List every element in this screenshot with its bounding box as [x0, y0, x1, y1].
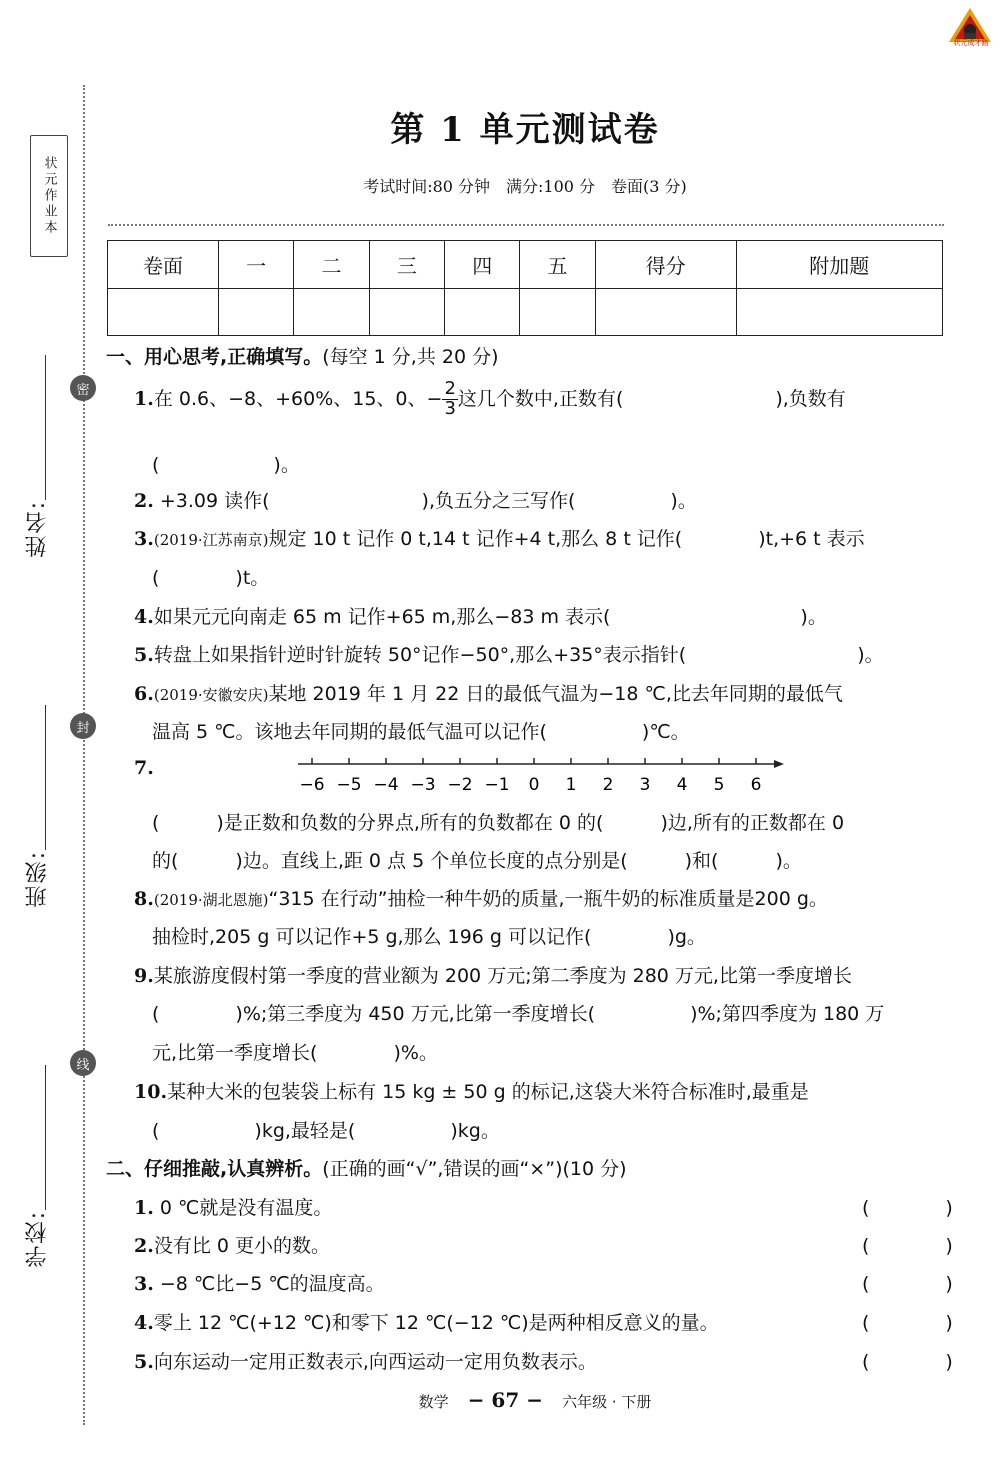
score-table-header-row: [108, 241, 943, 289]
question-number: 2.: [134, 1235, 154, 1257]
question-text: +3.09 读作( ),负五分之三写作( )。: [153, 490, 697, 512]
number-line-label: 0: [528, 775, 540, 795]
question-1: [134, 380, 846, 419]
score-entry-cell[interactable]: [108, 289, 219, 336]
score-entry-cell[interactable]: [595, 289, 736, 336]
number-line-label: −2: [447, 775, 473, 795]
score-header-cell: 得分: [595, 241, 736, 289]
question-9-line-2: ( )%;第三季度为 450 万元,比第一季度增长( )%;第四季度为 180 万: [152, 1003, 885, 1025]
footer-subject: 数学: [418, 1393, 449, 1411]
question-text: 向东运动一定用正数表示,向西运动一定用负数表示。: [153, 1351, 597, 1373]
section-2-heading: [106, 1154, 627, 1181]
score-table: [107, 240, 943, 336]
question-number: 9.: [134, 965, 154, 987]
question-number: 7.: [134, 757, 154, 779]
score-header-cell: 三: [369, 241, 444, 289]
question-text: “315 在行动”抽检一种牛奶的质量,一瓶牛奶的标准质量是200 g。: [268, 888, 828, 910]
number-line-label: 6: [750, 775, 762, 795]
name-field-line[interactable]: [45, 355, 46, 500]
question-number: 4.: [134, 1312, 154, 1334]
question-8: [134, 884, 828, 911]
exam-info: 考试时间:80 分钟 满分:100 分 卷面(3 分): [363, 177, 687, 196]
question-number: 5.: [134, 644, 154, 666]
question-6: [134, 679, 843, 706]
number-line-label: 1: [565, 775, 577, 795]
judge-answer-2[interactable]: ( ): [862, 1235, 953, 1257]
school-field-line[interactable]: [45, 1065, 46, 1210]
score-header-cell: 卷面: [108, 241, 219, 289]
question-number: 2.: [134, 490, 154, 512]
score-entry-cell[interactable]: [520, 289, 595, 336]
question-7-line-2: ( )是正数和负数的分界点,所有的负数都在 0 的( )边,所有的正数都在 0: [152, 812, 845, 834]
question-text: 如果元元向南走 65 m 记作+65 m,那么−83 m 表示( )。: [153, 606, 827, 628]
question-text: −8 ℃比−5 ℃的温度高。: [153, 1273, 385, 1295]
page-footer: [0, 1388, 1000, 1412]
question-text: 规定 10 t 记作 0 t,14 t 记作+4 t,那么 8 t 记作( )t,+6 t 表示: [268, 528, 865, 550]
question-text: 零上 12 ℃(+12 ℃)和零下 12 ℃(−12 ℃)是两种相反意义的量。: [153, 1312, 719, 1334]
question-7: [134, 757, 154, 779]
brand-label: 状元作业本: [41, 156, 57, 236]
number-line: [290, 752, 790, 798]
question-2: [134, 486, 697, 513]
header-divider: [108, 224, 944, 226]
question-source: (2019·湖北恩施): [153, 891, 269, 909]
section-2-title: 二、仔细推敲,认真辨析。: [106, 1158, 323, 1180]
question-6-line-2: 温高 5 ℃。该地去年同期的最低气温可以记作( )℃。: [152, 721, 690, 743]
seal-xian: 线: [70, 1050, 96, 1076]
school-label: 学校:: [25, 1210, 50, 1268]
question-8-line-2: 抽检时,205 g 可以记作+5 g,那么 196 g 可以记作( )g。: [152, 926, 706, 948]
judge-question-2: [134, 1231, 330, 1258]
question-number: 3.: [134, 1273, 154, 1295]
question-4: [134, 602, 827, 629]
question-5: [134, 640, 884, 667]
section-1-note: (每空 1 分,共 20 分): [322, 346, 499, 368]
judge-answer-1[interactable]: ( ): [862, 1197, 953, 1219]
score-entry-cell[interactable]: [736, 289, 942, 336]
number-line-label: 5: [713, 775, 725, 795]
number-line-label: 2: [602, 775, 614, 795]
fraction-denominator: 3: [444, 397, 456, 419]
judge-question-1: [134, 1193, 332, 1220]
question-number: 1.: [134, 1197, 154, 1219]
question-10-line-2: ( )kg,最轻是( )kg。: [152, 1120, 500, 1142]
score-entry-cell[interactable]: [294, 289, 369, 336]
question-number: 10.: [134, 1081, 168, 1103]
number-line-label: 4: [676, 775, 688, 795]
seal-mi: 密: [70, 375, 96, 401]
number-line-label: 3: [639, 775, 651, 795]
question-text: 没有比 0 更小的数。: [153, 1235, 331, 1257]
score-header-cell: 五: [520, 241, 595, 289]
score-entry-cell[interactable]: [369, 289, 444, 336]
footer-grade: 六年级 · 下册: [562, 1393, 652, 1411]
question-number: 5.: [134, 1351, 154, 1373]
question-text: 在 0.6、−8、+60%、15、0、−: [153, 387, 443, 410]
number-line-label: −6: [299, 775, 325, 795]
judge-answer-5[interactable]: ( ): [862, 1351, 953, 1373]
question-number: 3.: [134, 528, 154, 550]
question-text: 这几个数中,正数有( ),负数有: [457, 387, 846, 410]
question-source: (2019·安徽安庆): [153, 686, 269, 704]
judge-question-3: [134, 1269, 385, 1296]
number-line-label: −5: [336, 775, 362, 795]
page-title: 第 1 单元测试卷: [390, 110, 660, 150]
judge-question-5: [134, 1347, 597, 1374]
question-number: 8.: [134, 888, 154, 910]
question-10: [134, 1077, 809, 1104]
judge-answer-3[interactable]: ( ): [862, 1273, 953, 1295]
class-field-line[interactable]: [45, 705, 46, 850]
page-number: − 67 −: [467, 1388, 543, 1412]
question-text: 某地 2019 年 1 月 22 日的最低气温为−18 ℃,比去年同期的最低气: [268, 683, 843, 705]
class-label: 班级:: [25, 850, 50, 908]
question-text: 0 ℃就是没有温度。: [153, 1197, 333, 1219]
question-3-line-2: ( )t。: [152, 567, 270, 589]
section-1-heading: [106, 342, 499, 369]
question-9: [134, 961, 852, 988]
question-source: (2019·江苏南京): [153, 531, 269, 549]
judge-answer-4[interactable]: ( ): [862, 1312, 953, 1334]
seal-feng: 封: [70, 713, 96, 739]
number-line-label: −1: [484, 775, 510, 795]
score-header-cell: 附加题: [736, 241, 942, 289]
question-text: 某旅游度假村第一季度的营业额为 200 万元;第二季度为 280 万元,比第一季度增长: [153, 965, 852, 987]
question-1-line-2: ( )。: [152, 454, 300, 476]
section-2-note: (正确的画“√”,错误的画“×”)(10 分): [322, 1158, 627, 1180]
score-header-cell: 四: [445, 241, 520, 289]
score-entry-cell[interactable]: [445, 289, 520, 336]
question-text: 某种大米的包装袋上标有 15 kg ± 50 g 的标记,这袋大米符合标准时,最重是: [167, 1081, 809, 1103]
question-number: 6.: [134, 683, 154, 705]
logo-text: 状元成才路: [953, 39, 989, 47]
section-1-title: 一、用心思考,正确填写。: [106, 346, 323, 368]
number-line-label: −3: [410, 775, 436, 795]
cut-line: [83, 85, 85, 1425]
judge-question-4: [134, 1308, 719, 1335]
question-7-line-3: 的( )边。直线上,距 0 点 5 个单位长度的点分别是( )和( )。: [152, 850, 802, 872]
question-text: 转盘上如果指针逆时针旋转 50°记作−50°,那么+35°表示指针( )。: [153, 644, 884, 666]
fraction: [442, 380, 457, 419]
score-table-entry-row: [108, 289, 943, 336]
question-number: 4.: [134, 606, 154, 628]
score-entry-cell[interactable]: [219, 289, 294, 336]
score-header-cell: 一: [219, 241, 294, 289]
name-label: 姓名:: [25, 500, 50, 558]
score-header-cell: 二: [294, 241, 369, 289]
question-9-line-3: 元,比第一季度增长( )%。: [152, 1042, 438, 1064]
number-line-label: −4: [373, 775, 399, 795]
number-line-arrow: [774, 760, 784, 768]
question-number: 1.: [134, 387, 154, 410]
question-3: [134, 524, 865, 551]
fraction-numerator: 2: [444, 378, 456, 399]
